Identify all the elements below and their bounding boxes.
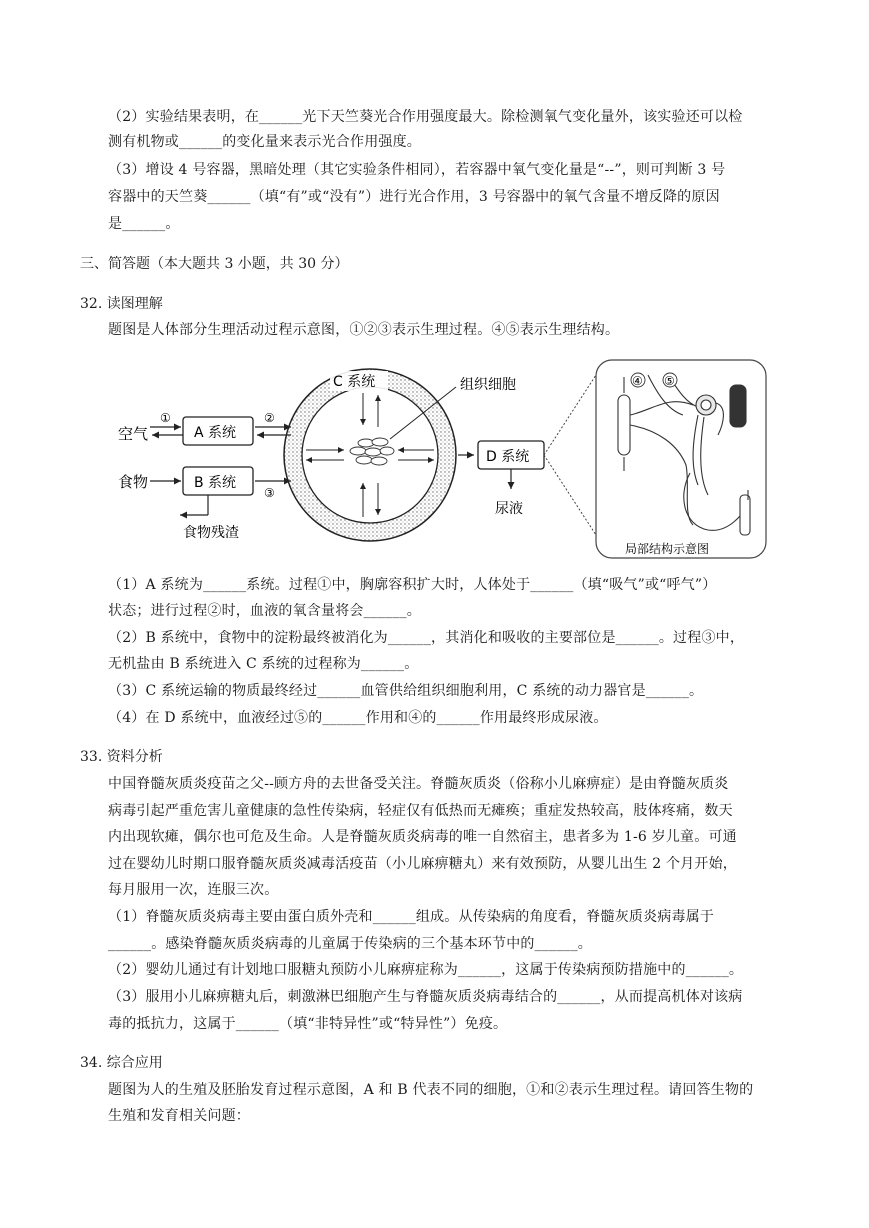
food-label: 食物 (118, 473, 149, 491)
circle-5-label: ⑤ (664, 374, 675, 388)
system-b-label: B 系统 (194, 475, 237, 491)
q33-p-line1: 中国脊髓灰质炎疫苗之父--顾方舟的去世备受关注。脊髓灰质炎（俗称小儿麻痹症）是由脊髓灰质炎 (108, 776, 729, 792)
q33-p-line2: 病毒引起严重危害儿童健康的急性传染病，轻症仅有低热而无瘫痪；重症发热较高，肢体疼痛，数天 (108, 803, 733, 819)
q31-p2-line2: 测有机物或______的变化量来表示光合作用强度。 (108, 134, 421, 150)
residue-label: 食物残渣 (183, 525, 239, 541)
q32-intro: 题图是人体部分生理活动过程示意图，①②③表示生理过程。④⑤表示生理结构。 (108, 322, 620, 338)
q31-p3-line3: 是______。 (108, 216, 180, 232)
q31-p3-line1: （3）增设 4 号容器，黑暗处理（其它实验条件相同），若容器中氧气变化量是“--”，则可判断 3 号 (108, 162, 726, 178)
q33-a3-line1: （3）服用小儿麻痹糖丸后，刺激淋巴细胞产生与脊髓灰质炎病毒结合的______，从而提高机体对该病 (108, 989, 743, 1005)
q32-a2-line1: （2）B 系统中，食物中的淀粉最终被消化为______，其消化和吸收的主要部位是______。过程③中， (108, 630, 745, 646)
circle-3-label: ③ (264, 486, 275, 500)
q34-title: 34. 综合应用 (80, 1055, 163, 1071)
circle-1-label: ① (160, 411, 171, 425)
system-a-label: A 系统 (194, 425, 237, 441)
q33-a3-line2: 毒的抵抗力，这属于______（填“非特异性”或“特异性”）免疫。 (108, 1016, 508, 1032)
tissue-cell-label: 组织细胞 (460, 377, 516, 393)
q33-a2: （2）婴幼儿通过有计划地口服糖丸预防小儿麻痹症称为______，这属于传染病预防措施中的______。 (108, 962, 744, 978)
q31-p2-line1: （2）实验结果表明，在______光下天竺葵光合作用强度最大。除检测氧气变化量外，该实验还可以检 (108, 109, 743, 125)
circle-4-label: ④ (632, 374, 643, 388)
system-d-label: D 系统 (486, 449, 530, 465)
q34-intro-line2: 生殖和发育相关问题： (108, 1108, 250, 1124)
q33-a1-line2: ______。感染脊髓灰质炎病毒的儿童属于传染病的三个基本环节中的______。 (108, 936, 592, 952)
q33-p-line5: 每月服用一次，连服三次。 (108, 882, 279, 898)
q33-p-line3: 内出现软瘫，偶尔也可危及生命。人是脊髓灰质炎病毒的唯一自然宿主，患者多为 1-6 岁儿童。可通 (108, 829, 737, 845)
system-c-label: C 系统 (333, 374, 376, 390)
urine-label: 尿液 (495, 501, 523, 517)
section-heading: 三、简答题（本大题共 3 小题，共 30 分） (80, 256, 349, 272)
q32-a4: （4）在 D 系统中，血液经过⑤的______作用和④的______作用最终形成尿液。 (108, 710, 608, 726)
q32-title: 32. 读图理解 (80, 296, 163, 312)
inset-caption: 局部结构示意图 (625, 542, 710, 556)
q31-p3-line2: 容器中的天竺葵______（填“有”或“没有”）进行光合作用，3 号容器中的氧气含量不增反降的原因 (108, 189, 720, 205)
physiology-diagram (108, 355, 788, 565)
q32-a2-line2: 无机盐由 B 系统进入 C 系统的过程称为______。 (108, 656, 419, 672)
air-label: 空气 (118, 425, 149, 443)
circle-2-label: ② (264, 411, 275, 425)
q33-a1-line1: （1）脊髓灰质炎病毒主要由蛋白质外壳和______组成。从传染病的角度看，脊髓灰质炎病毒属于 (108, 909, 715, 925)
q32-a3: （3）C 系统运输的物质最终经过______血管供给组织细胞利用，C 系统的动力器官是______。 (108, 683, 704, 699)
q34-intro-line1: 题图为人的生殖及胚胎发育过程示意图，A 和 B 代表不同的细胞，①和②表示生理过程。请回答生物的 (108, 1082, 754, 1098)
q32-a1-line2: 状态；进行过程②时，血液的氧含量将会______。 (108, 603, 421, 619)
q33-p-line4: 过在婴幼儿时期口服脊髓灰质炎减毒活疫苗（小儿麻痹糖丸）来有效预防，从婴儿出生 2 个月开始， (108, 856, 738, 872)
q32-a1-line1: （1）A 系统为______系统。过程①中，胸廓容积扩大时，人体处于______（填“吸气”或“呼气”） (108, 577, 717, 593)
q33-title: 33. 资料分析 (80, 749, 163, 765)
